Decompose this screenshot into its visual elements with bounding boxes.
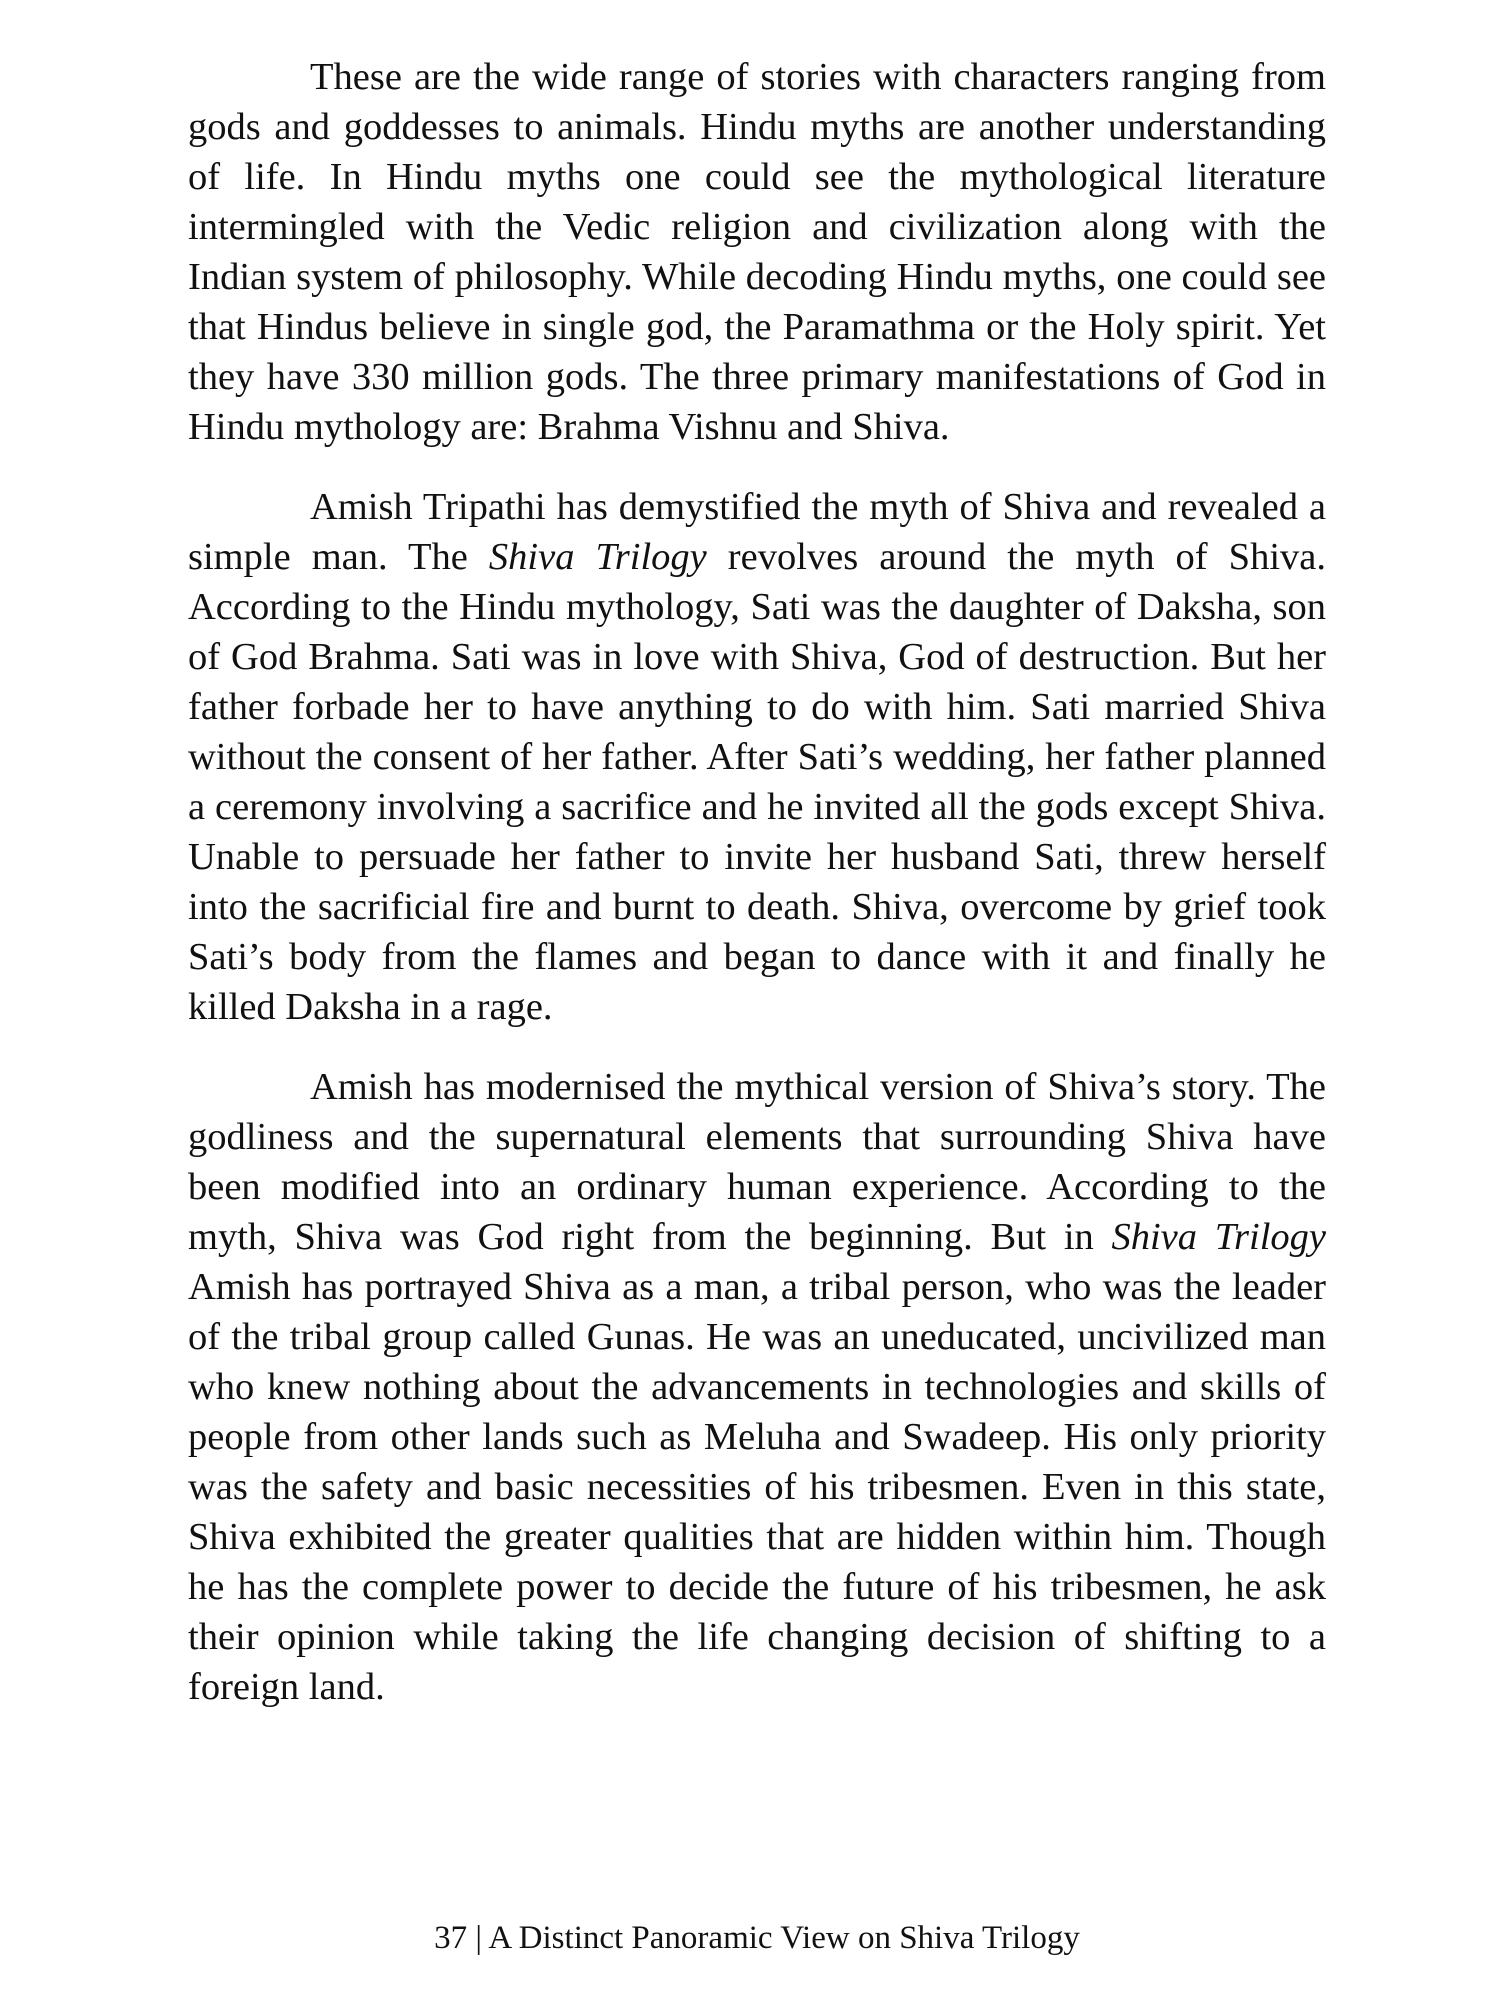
page-footer: 37 | A Distinct Panoramic View on Shiva Trilogy (434, 1920, 1080, 1956)
paragraph-hindu-myths: These are the wide range of stories with characters ranging from gods and goddesses to animals. Hindu myths are another understanding of life. In Hindu myths one could see the mythological literature intermingled with the Vedic religion and civilization along with the Indian system of philosophy. While decoding Hindu myths, one could see that Hindus believe in single god, the Paramathma or the Holy spirit. Yet they have 330 million gods. The three primary manifestations of God in Hindu mythology are: Brahma Vishnu and Shiva. (188, 56, 1326, 448)
paragraph-demystified-shiva (188, 482, 1326, 1032)
paragraph-modernised-story (188, 1062, 1326, 1712)
paragraph-text: Amish has portrayed Shiva as a man, a tribal person, who was the leader of the tribal group called Gunas. He was an uneducated, uncivilized man who knew nothing about the advancements in technologies and skills of people from other lands such as Meluha and Swadeep. His only priority was the safety and basic necessities of his tribesmen. Even in this state, Shiva exhibited the greater qualities that are hidden within him. Though he has the complete power to decide the future of his tribesmen, he ask their opinion while taking the life changing decision of shifting to a foreign land. (188, 1266, 1326, 1708)
book-title: Shiva Trilogy (488, 536, 707, 578)
paragraph-text: Amish has modernised the mythical version of Shiva’s story. The godliness and the supernatural elements that surrounding Shiva have been modified into an ordinary human experience. According to the myth, Shiva was God right from the beginning. But in (188, 1066, 1326, 1258)
paragraph-text: Amish Tripathi has demystified the myth of Shiva and revealed a simple man. The (188, 486, 1326, 578)
paragraph-text: revolves around the myth of Shiva. According to the Hindu mythology, Sati was the daughter of Daksha, son of God Brahma. Sati was in love with Shiva, God of destruction. But her father forbade her to have anything to do with him. Sati married Shiva without the consent of her father. After Sati’s wedding, her father planned a ceremony involving a sacrifice and he invited all the gods except Shiva. Unable to persuade her father to invite her husband Sati, threw herself into the sacrificial fire and burnt to death. Shiva, overcome by grief took Sati’s body from the flames and began to dance with it and finally he killed Daksha in a rage. (188, 536, 1326, 1028)
book-title: Shiva Trilogy (1111, 1216, 1326, 1258)
page-body (188, 52, 1326, 1712)
